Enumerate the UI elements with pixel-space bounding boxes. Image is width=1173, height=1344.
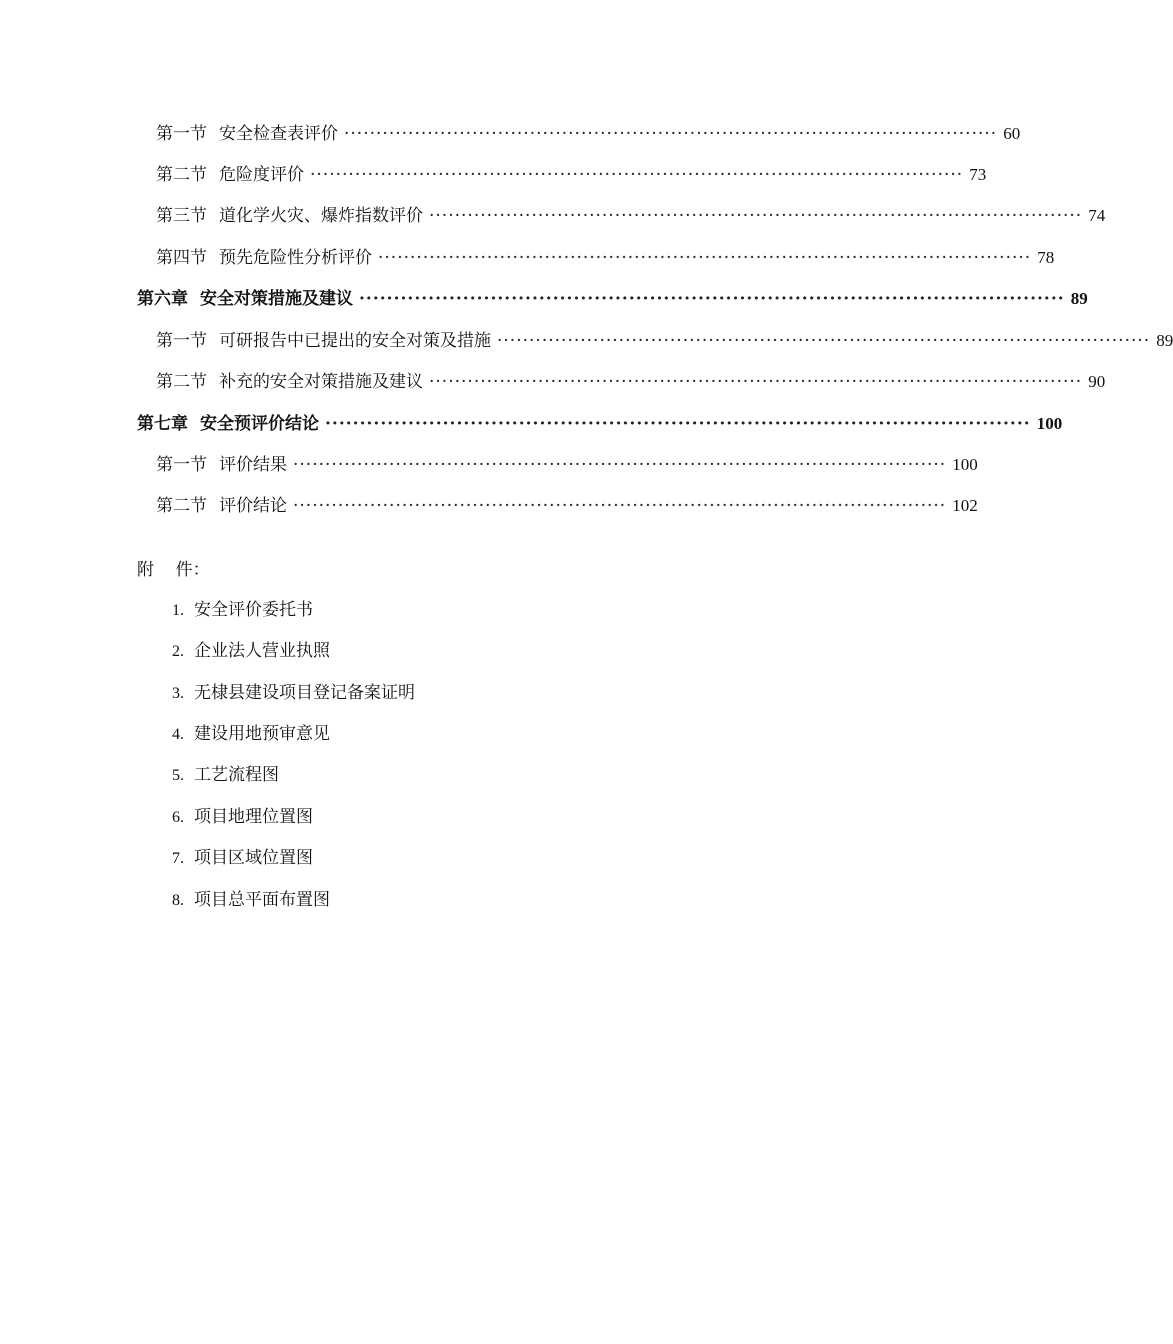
appendix-item-text: 无棣县建设项目登记备案证明 (194, 683, 415, 703)
appendix-item-text: 企业法人营业执照 (194, 641, 330, 661)
appendix-item-text: 工艺流程图 (194, 765, 279, 785)
appendix-item (172, 679, 415, 708)
toc-entry[interactable] (156, 327, 1173, 355)
toc-entry-label (156, 368, 429, 396)
appendix-item-number: 4. (172, 726, 184, 743)
toc-entry-title: 道化学火灾、爆炸指数评价 (219, 206, 423, 226)
toc-entry-number: 第一节 (156, 455, 207, 475)
toc-entry-page: 100 (952, 455, 978, 474)
appendix-item-number: 8. (172, 892, 184, 909)
appendix-item-text: 建设用地预审意见 (194, 724, 330, 744)
toc-entry-number: 第二节 (156, 496, 207, 516)
toc-entry-title: 预先危险性分析评价 (219, 248, 372, 268)
appendix-item-number: 1. (172, 602, 184, 619)
toc-entry[interactable] (156, 202, 1106, 230)
toc-entry-label (156, 327, 497, 355)
toc-entry-title: 评价结论 (219, 496, 287, 516)
appendix-item (172, 844, 313, 873)
toc-entry-number: 第二节 (156, 372, 207, 392)
appendix-item-number: 2. (172, 643, 184, 660)
toc-leader-dots: ······································································································ (497, 331, 1151, 351)
toc-entry-title: 安全对策措施及建议 (200, 289, 353, 309)
appendix-item (172, 596, 313, 625)
toc-entry-page: 78 (1037, 248, 1055, 267)
appendix-item (172, 803, 313, 832)
toc-entry[interactable] (156, 244, 1055, 272)
appendix-item-text: 项目地理位置图 (194, 807, 313, 827)
appendix-item (172, 761, 279, 790)
toc-leader-dots: ······································································································ (359, 289, 1065, 309)
toc-leader-dots: ······································································································ (293, 496, 947, 516)
toc-entry-label (156, 451, 293, 479)
toc-entry-page: 60 (1003, 124, 1021, 143)
toc-leader-dots: ······································································································ (344, 124, 998, 144)
toc-entry-title: 安全检查表评价 (219, 124, 338, 144)
toc-entry-page: 74 (1088, 206, 1106, 225)
appendix-item-number: 6. (172, 809, 184, 826)
toc-leader-dots: ······································································································ (293, 455, 947, 475)
toc-entry-title: 安全预评价结论 (200, 414, 319, 434)
toc-chapter-entry[interactable] (137, 285, 1088, 313)
toc-entry-number: 第一节 (156, 124, 207, 144)
toc-leader-dots: ······································································································ (310, 165, 964, 185)
appendix-item-text: 项目总平面布置图 (194, 890, 330, 910)
toc-leader-dots: ······································································································ (378, 248, 1032, 268)
toc-entry-title: 补充的安全对策措施及建议 (219, 372, 423, 392)
toc-entry-label (137, 285, 359, 313)
toc-entry-page: 90 (1088, 372, 1106, 391)
toc-entry[interactable] (156, 451, 978, 479)
toc-entry-label (156, 120, 344, 148)
appendix-item-text: 项目区域位置图 (194, 848, 313, 868)
toc-entry-page: 89 (1156, 331, 1173, 350)
toc-entry-number: 第四节 (156, 248, 207, 268)
toc-entry-title: 评价结果 (219, 455, 287, 475)
toc-entry-number: 第二节 (156, 165, 207, 185)
toc-entry-label (137, 410, 325, 438)
toc-entry-page: 100 (1036, 414, 1063, 433)
toc-chapter-entry[interactable] (137, 410, 1063, 438)
appendix-item-number: 7. (172, 850, 184, 867)
toc-entry[interactable] (156, 120, 1021, 148)
toc-entry-title: 危险度评价 (219, 165, 304, 185)
toc-entry-label (156, 492, 293, 520)
toc-entry-page: 73 (969, 165, 987, 184)
appendix-item (172, 886, 330, 915)
toc-leader-dots: ······································································································ (325, 414, 1031, 434)
toc-entry-label (156, 244, 378, 272)
toc-entry[interactable] (156, 368, 1106, 396)
appendix-item-number: 5. (172, 767, 184, 784)
toc-entry-label (156, 202, 429, 230)
toc-entry-number: 第六章 (137, 289, 188, 309)
toc-entry-page: 89 (1070, 289, 1088, 308)
toc-entry-number: 第七章 (137, 414, 188, 434)
toc-leader-dots: ······································································································ (429, 372, 1083, 392)
toc-entry-number: 第三节 (156, 206, 207, 226)
appendix-item-text: 安全评价委托书 (194, 600, 313, 620)
appendix-heading: 附 件： (137, 560, 210, 580)
toc-entry-label (156, 161, 310, 189)
toc-entry-number: 第一节 (156, 331, 207, 351)
toc-leader-dots: ······································································································ (429, 206, 1083, 226)
toc-entry-page: 102 (952, 496, 978, 515)
toc-entry[interactable] (156, 492, 978, 520)
appendix-item-number: 3. (172, 685, 184, 702)
toc-entry-title: 可研报告中已提出的安全对策及措施 (219, 331, 491, 351)
toc-entry[interactable] (156, 161, 987, 189)
appendix-item (172, 637, 330, 666)
appendix-item (172, 720, 330, 749)
